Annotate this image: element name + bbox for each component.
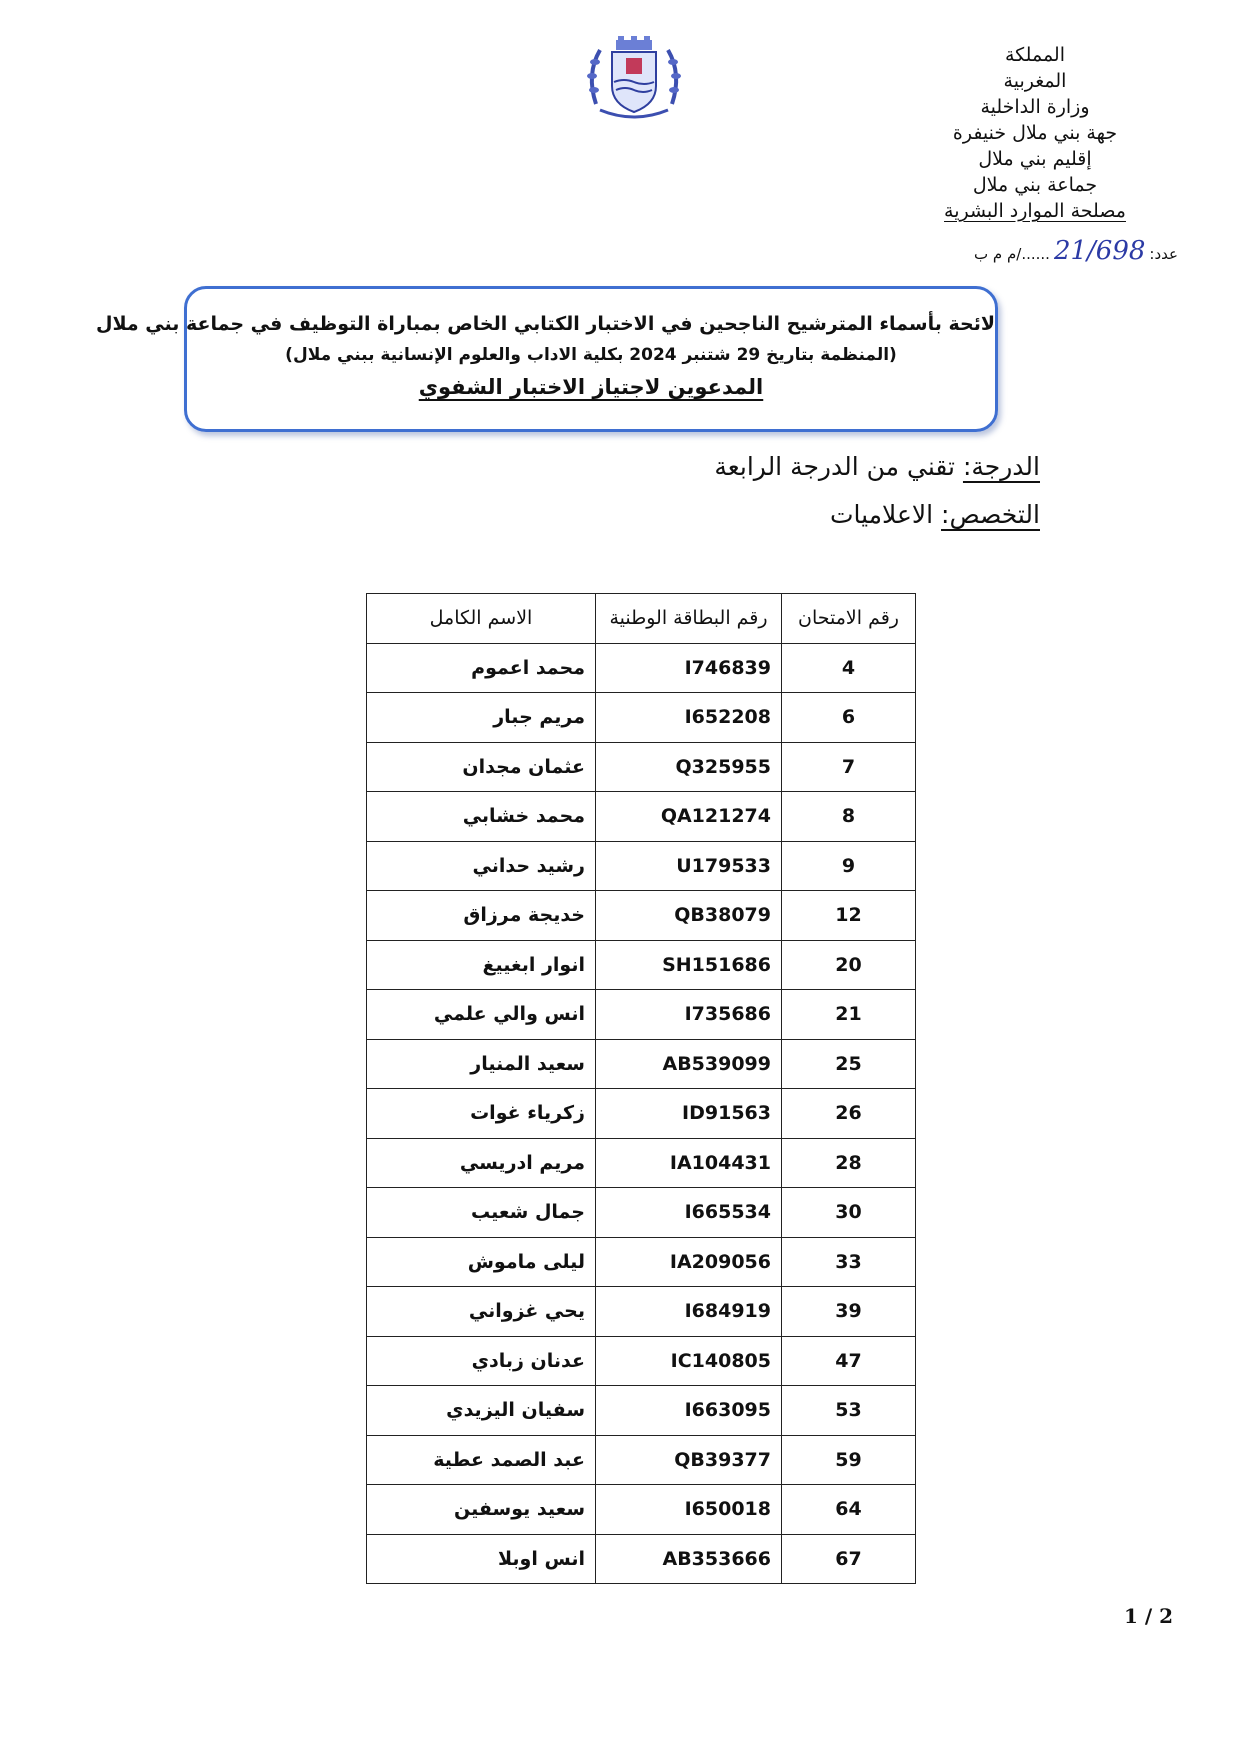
- table-row: [367, 1089, 916, 1139]
- header-national-id: رقم البطاقة الوطنية: [596, 594, 782, 644]
- full-name-cell: انوار ابغييغ: [367, 940, 596, 990]
- header-commune: جماعة بني ملال: [972, 174, 1098, 196]
- table-row: [367, 1138, 916, 1188]
- title-box: [95, 286, 998, 432]
- exam-number-cell: 6: [782, 693, 916, 743]
- exam-number-cell: 7: [782, 742, 916, 792]
- header-exam-number: رقم الامتحان: [782, 594, 916, 644]
- exam-number-cell: 53: [782, 1386, 916, 1436]
- national-id-cell: IA104431: [596, 1138, 782, 1188]
- full-name-cell: مريم ادريسي: [367, 1138, 596, 1188]
- table-header-row: [367, 594, 916, 644]
- full-name-cell: مريم جبار: [367, 693, 596, 743]
- national-id-cell: I650018: [596, 1485, 782, 1535]
- header-full-name: الاسم الكامل: [367, 594, 596, 644]
- header-morocco: المغربية: [1003, 70, 1067, 92]
- national-id-cell: I665534: [596, 1188, 782, 1238]
- reference-number: عدد:21/698....../م م ب: [974, 236, 1178, 266]
- grade-field: [714, 452, 1040, 481]
- header-region: جهة بني ملال خنيفرة: [952, 122, 1118, 144]
- table-row: [367, 1336, 916, 1386]
- full-name-cell: عدنان زبادي: [367, 1336, 596, 1386]
- table-row: [367, 792, 916, 842]
- document-heading-oral-exam: المدعوين لاجتياز الاختبار الشفوي: [418, 375, 764, 399]
- national-id-cell: ID91563: [596, 1089, 782, 1139]
- national-id-cell: IC140805: [596, 1336, 782, 1386]
- reference-prefix: عدد: [1154, 245, 1178, 263]
- national-id-cell: I652208: [596, 693, 782, 743]
- full-name-cell: انس والي علمي: [367, 990, 596, 1040]
- reference-suffix: /م م ب: [974, 245, 1022, 263]
- full-name-cell: ليلى ماموش: [367, 1237, 596, 1287]
- full-name-cell: محمد خشابي: [367, 792, 596, 842]
- exam-number-cell: 12: [782, 891, 916, 941]
- table-row: [367, 1188, 916, 1238]
- national-id-cell: AB353666: [596, 1534, 782, 1584]
- table-row: [367, 841, 916, 891]
- table-row: [367, 1386, 916, 1436]
- table-row: [367, 990, 916, 1040]
- reference-handwritten-number: 21/698: [1053, 236, 1146, 266]
- full-name-cell: محمد اعموم: [367, 643, 596, 693]
- national-id-cell: IA209056: [596, 1237, 782, 1287]
- specialty-field: [830, 500, 1040, 529]
- exam-number-cell: 30: [782, 1188, 916, 1238]
- header-department: مصلحة الموارد البشرية: [944, 200, 1126, 222]
- full-name-cell: زكرياء غوات: [367, 1089, 596, 1139]
- document-title: لائحة بأسماء المترشيح الناجحين في الاختبار الكتابي الخاص بمباراة التوظيف في جماعة بني ملال: [95, 313, 995, 335]
- page-number: 1 / 2: [1124, 1604, 1174, 1628]
- exam-number-cell: 26: [782, 1089, 916, 1139]
- national-id-cell: QB39377: [596, 1435, 782, 1485]
- full-name-cell: عثمان مجدان: [367, 742, 596, 792]
- exam-number-cell: 8: [782, 792, 916, 842]
- full-name-cell: يحي غزواني: [367, 1287, 596, 1337]
- national-id-cell: QB38079: [596, 891, 782, 941]
- national-id-cell: I735686: [596, 990, 782, 1040]
- exam-number-cell: 59: [782, 1435, 916, 1485]
- full-name-cell: سفيان اليزيدي: [367, 1386, 596, 1436]
- full-name-cell: سعيد المنيار: [367, 1039, 596, 1089]
- exam-number-cell: 64: [782, 1485, 916, 1535]
- institution-header: [900, 42, 1170, 224]
- table-row: [367, 891, 916, 941]
- table-row: [367, 742, 916, 792]
- national-id-cell: QA121274: [596, 792, 782, 842]
- specialty-value: الاعلاميات: [829, 500, 934, 529]
- grade-label: الدرجة:: [962, 452, 1040, 481]
- national-id-cell: U179533: [596, 841, 782, 891]
- full-name-cell: سعيد يوسفين: [367, 1485, 596, 1535]
- full-name-cell: رشيد حداني: [367, 841, 596, 891]
- table-row: [367, 1237, 916, 1287]
- grade-value: تقني من الدرجة الرابعة: [714, 452, 955, 481]
- national-id-cell: AB539099: [596, 1039, 782, 1089]
- exam-number-cell: 39: [782, 1287, 916, 1337]
- national-id-cell: I684919: [596, 1287, 782, 1337]
- exam-number-cell: 9: [782, 841, 916, 891]
- national-id-cell: SH151686: [596, 940, 782, 990]
- table-row: [367, 1287, 916, 1337]
- exam-number-cell: 67: [782, 1534, 916, 1584]
- exam-number-cell: 4: [782, 643, 916, 693]
- exam-number-cell: 20: [782, 940, 916, 990]
- exam-number-cell: 47: [782, 1336, 916, 1386]
- municipal-coat-of-arms-icon: [582, 34, 686, 122]
- national-id-cell: I663095: [596, 1386, 782, 1436]
- table-row: [367, 1039, 916, 1089]
- full-name-cell: خديجة مرزاق: [367, 891, 596, 941]
- national-id-cell: Q325955: [596, 742, 782, 792]
- exam-number-cell: 21: [782, 990, 916, 1040]
- table-row: [367, 1435, 916, 1485]
- table-row: [367, 1534, 916, 1584]
- table-row: [367, 1485, 916, 1535]
- header-ministry: وزارة الداخلية: [980, 96, 1090, 118]
- national-id-cell: I746839: [596, 643, 782, 693]
- exam-number-cell: 33: [782, 1237, 916, 1287]
- candidates-table: [366, 593, 916, 1584]
- header-kingdom: المملكة: [1004, 44, 1065, 66]
- exam-number-cell: 28: [782, 1138, 916, 1188]
- specialty-label: التخصص:: [941, 500, 1040, 529]
- table-row: [367, 643, 916, 693]
- table-row: [367, 940, 916, 990]
- exam-number-cell: 25: [782, 1039, 916, 1089]
- document-subtitle: (المنظمة بتاريخ 29 شتنبر 2024 بكلية الاداب والعلوم الإنسانية ببني ملال): [285, 345, 897, 365]
- table-row: [367, 693, 916, 743]
- full-name-cell: جمال شعيب: [367, 1188, 596, 1238]
- full-name-cell: انس اوبلا: [367, 1534, 596, 1584]
- header-province: إقليم بني ملال: [978, 148, 1092, 170]
- full-name-cell: عبد الصمد عطية: [367, 1435, 596, 1485]
